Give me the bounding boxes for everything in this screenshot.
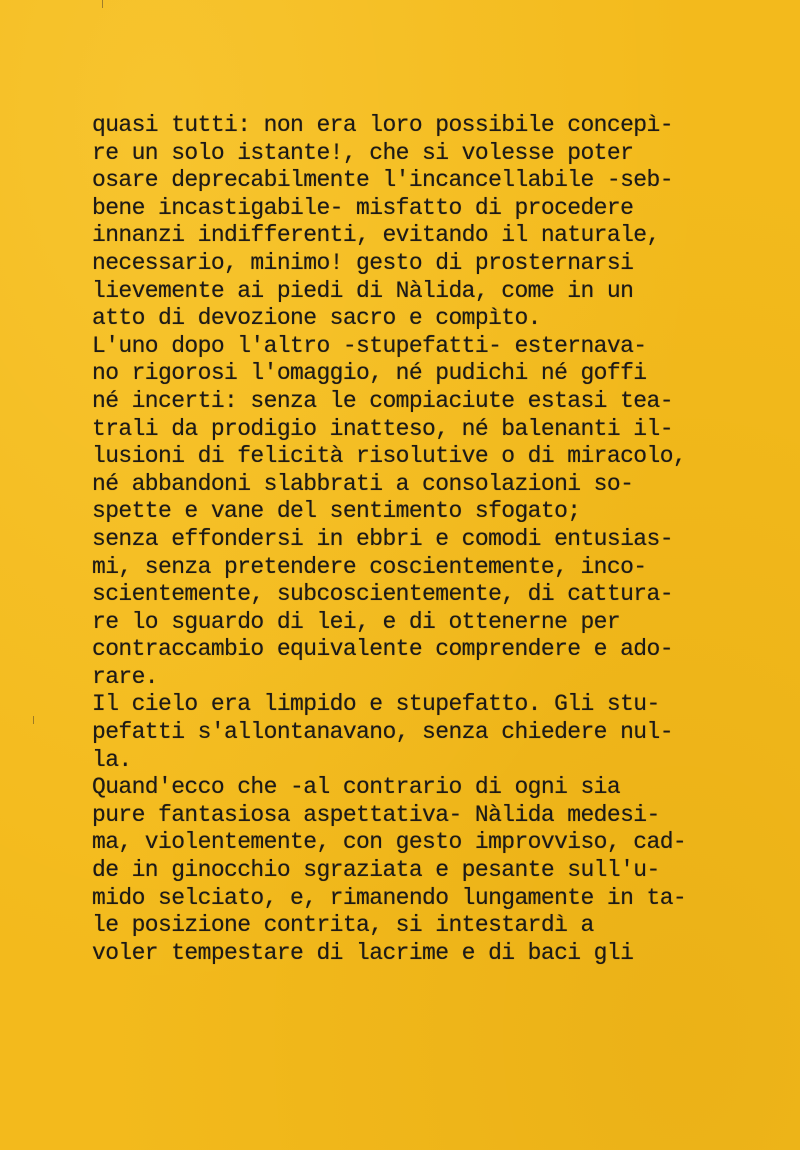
text-line: mido selciato, e, rimanendo lungamente in ta- <box>92 884 687 911</box>
text-line: bene incastigabile- misfatto di procedere <box>92 194 634 221</box>
text-line: mi, senza pretendere coscientemente, inco- <box>92 553 647 580</box>
text-line: senza effondersi in ebbri e comodi entusias- <box>92 525 673 552</box>
text-line: la. <box>92 746 132 773</box>
text-line: re un solo istante!, che si volesse poter <box>92 139 634 166</box>
text-line: re lo sguardo di lei, e di ottenerne per <box>92 608 621 635</box>
text-line: scientemente, subcoscientemente, di cattura- <box>92 581 673 608</box>
text-line: rare. <box>92 663 159 690</box>
text-line: osare deprecabilmente l'incancellabile -seb- <box>92 167 673 194</box>
text-line: le posizione contrita, si intestardì a <box>92 912 594 939</box>
text-line: né incerti: senza le compiaciute estasi tea- <box>92 387 673 414</box>
text-line: trali da prodigio inatteso, né balenanti il- <box>92 415 673 442</box>
text-line: no rigorosi l'omaggio, né pudichi né goffi <box>92 360 647 387</box>
text-line: lusioni di felicità risolutive o di miracolo, <box>92 443 687 470</box>
text-line: né abbandoni slabbrati a consolazioni so- <box>92 470 634 497</box>
paper-mark <box>33 716 34 724</box>
text-line: necessario, minimo! gesto di prosternarsi <box>92 249 634 276</box>
text-line: L'uno dopo l'altro -stupefatti- esternava- <box>92 332 647 359</box>
typewritten-text-block <box>92 112 792 967</box>
text-line: Il cielo era limpido e stupefatto. Gli stu- <box>92 691 660 718</box>
text-line: contraccambio equivalente comprendere e ado- <box>92 636 673 663</box>
text-line: innanzi indifferenti, evitando il naturale, <box>92 222 660 249</box>
text-line: Quand'ecco che -al contrario di ogni sia <box>92 774 621 801</box>
text-line: spette e vane del sentimento sfogato; <box>92 498 581 525</box>
text-line: pure fantasiosa aspettativa- Nàlida medesi- <box>92 801 660 828</box>
text-line: ma, violentemente, con gesto improvviso, cad- <box>92 829 687 856</box>
text-line: voler tempestare di lacrime e di baci gli <box>92 939 634 966</box>
text-line: pefatti s'allontanavano, senza chiedere nul- <box>92 719 673 746</box>
text-line: lievemente ai piedi di Nàlida, come in un <box>92 277 634 304</box>
text-line: quasi tutti: non era loro possibile concepì- <box>92 112 673 138</box>
text-line: de in ginocchio sgraziata e pesante sull'u- <box>92 857 660 884</box>
paper-mark <box>102 0 103 8</box>
text-line: atto di devozione sacro e compìto. <box>92 305 541 332</box>
